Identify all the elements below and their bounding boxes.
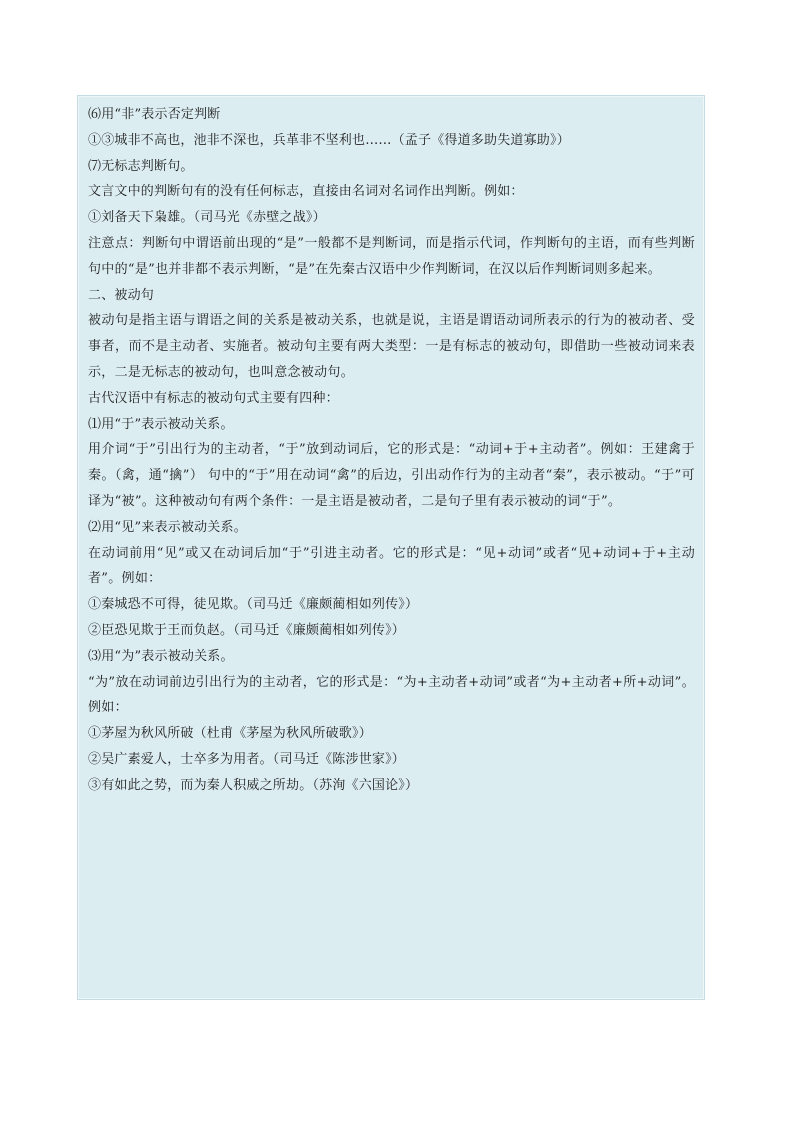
content-panel [77,95,705,1000]
chapter-heading-passive-sentences: 二、被动句 [88,287,155,303]
section-heading-fei-negative-judgment: ⑹用“非”表示否定判断 [88,107,221,122]
section-heading-wei-passive: ⑶用“为”表示被动关系。 [88,648,234,664]
jian-passive-paragraph: 在动词前用“见”或又在动词后加“于”引进主动者。它的形式是：“见+动词”或者“见+动词+于+主动者”。例如： [88,545,695,587]
yu-passive-paragraph: 用介词“于”引出行为的主动者，“于”放到动词后，它的形式是：“动词+于+主动者”。例如：王建禽于秦。（禽，通“擒”） 句中的“于”用在动词“禽”的后边，引出动作行为的主动者“秦”，表示被动。“于”可译为“被”。这种被动句有两个条件：一是主语是被动者，二是句子里有表示被动的词“于”。 [88,442,695,509]
example-line: ②吴广素爱人，士卒多为用者。（司马迁《陈涉世家》） [88,751,406,767]
example-line: ①茅屋为秋风所破（杜甫《茅屋为秋风所破歌》） [88,726,372,742]
example-line: ②臣恐见欺于王而负赵。（司马迁《廉颇蔺相如列传》） [88,622,406,638]
paragraph-line: 文言文中的判断句有的没有任何标志，直接由名词对名词作出判断。例如： [88,184,524,200]
example-line: ①秦城恐不可得，徒见欺。（司马迁《廉颇蔺相如列传》） [88,597,419,613]
note-paragraph: 注意点：判断句中谓语前出现的“是”一般都不是判断词，而是指示代词，作判断句的主语，而有些判断句中的“是”也并非都不表示判断，“是”在先秦古汉语中少作判断词，在汉以后作判断词则多起来。 [88,235,695,277]
example-line: ③有如此之势，而为秦人积威之所劫。（苏洵《六国论》） [88,777,419,793]
wei-passive-paragraph: “为”放在动词前边引出行为的主动者，它的形式是：“为+主动者+动词”或者“为+主动者+所+动词”。例如： [88,674,695,716]
paragraph-line: 古代汉语中有标志的被动句式主要有四种： [88,390,339,406]
passive-definition-paragraph: 被动句是指主语与谓语之间的关系是被动关系，也就是说，主语是谓语动词所表示的行为的被动者、受事者，而不是主动者、实施者。被动句主要有两大类型：一是有标志的被动句，即借助一些被动词来表示，二是无标志的被动句，也叫意念被动句。 [88,313,695,380]
example-line: ①③城非不高也，池非不深也，兵革非不坚利也……（孟子《得道多助失道寡助》） [88,132,570,148]
section-heading-unmarked-judgment: ⑺无标志判断句。 [88,158,194,174]
section-heading-yu-passive: ⑴用“于”表示被动关系。 [88,416,234,432]
example-line: ①刘备天下枭雄。（司马光《赤壁之战》） [88,210,326,226]
section-heading-jian-passive: ⑵用“见”来表示被动关系。 [88,519,247,535]
